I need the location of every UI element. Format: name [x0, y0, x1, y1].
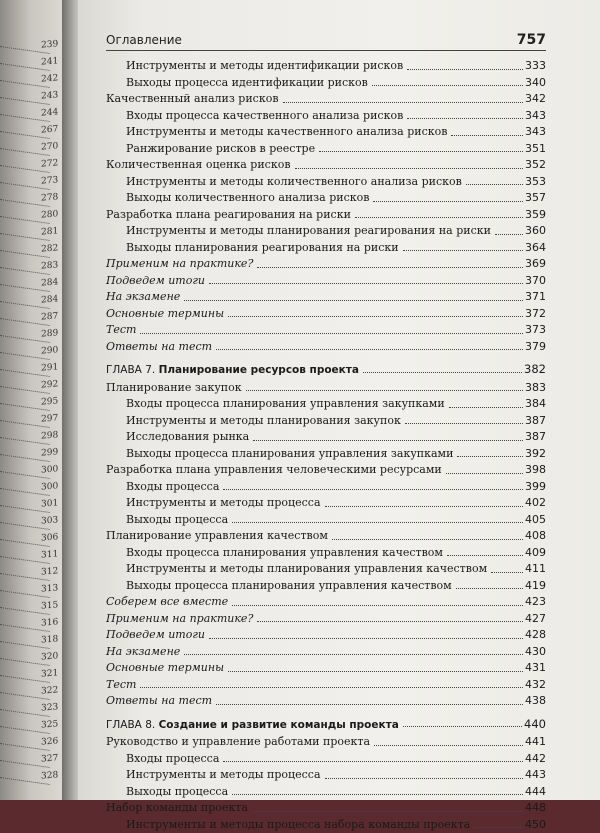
toc-entry-title: Ответы на тест: [106, 693, 214, 710]
left-page-number: 283: [41, 260, 58, 271]
toc-entry-title: Набор команды проекта: [106, 800, 250, 817]
left-page-number: 291: [41, 362, 58, 373]
leader-dots: [446, 473, 523, 474]
leader-dots: [252, 811, 523, 812]
leader-dots: [451, 135, 523, 136]
left-page-number: 300: [41, 464, 58, 475]
toc-entry-title: Разработка плана управления человеческими ресурсами: [106, 462, 444, 479]
toc-entry-title: На экзамене: [106, 644, 182, 661]
toc-entry-title: Выходы процесса: [126, 784, 230, 801]
toc-entry-page: 360: [525, 223, 546, 240]
toc-entry-page: 423: [525, 594, 546, 611]
left-page-number: 323: [41, 702, 58, 713]
toc-entry-page: 427: [525, 611, 546, 628]
left-page-number: 287: [41, 311, 58, 322]
left-page-number: 300: [41, 481, 58, 492]
toc-entry-page: 342: [525, 91, 546, 108]
toc-entry: [106, 273, 546, 290]
chapter-prefix: ГЛАВА 7.: [106, 364, 155, 376]
toc-entry-title: Ответы на тест: [106, 339, 214, 356]
leader-dots: [228, 316, 523, 317]
toc-entry-title: Исследования рынка: [126, 429, 251, 446]
toc-entry: [106, 446, 546, 463]
toc-entry-page: 430: [525, 644, 546, 661]
left-page-number: 241: [41, 56, 58, 67]
toc-entry: [106, 396, 546, 413]
toc-entry: [106, 734, 546, 751]
toc-entry-title: Тест: [106, 322, 138, 339]
page-number: 757: [517, 32, 546, 48]
toc-entry-page: 369: [525, 256, 546, 273]
leader-dots: [456, 588, 523, 589]
toc-entry: [106, 512, 546, 529]
toc-entry-page: 409: [525, 545, 546, 562]
leader-dots: [474, 827, 523, 828]
left-page-number: 272: [41, 158, 58, 169]
toc-entry-title: Планирование управления качеством: [106, 528, 330, 545]
toc-entry-title: На экзамене: [106, 289, 182, 306]
leader-dots: [232, 794, 523, 795]
toc-entry: [106, 413, 546, 430]
toc-entry-title: [106, 717, 401, 734]
leader-dots: [257, 621, 523, 622]
left-page-edge: [0, 0, 68, 800]
toc-entry-title: Входы процесса планирования управления качеством: [126, 545, 445, 562]
toc-entry-title: Инструменты и методы процесса: [126, 767, 323, 784]
toc-entry-title: Входы процесса планирования управления закупками: [126, 396, 447, 413]
leader-dots: [232, 605, 523, 606]
toc-entry: [106, 306, 546, 323]
leader-dots: [246, 390, 523, 391]
toc-entry-page: 444: [525, 784, 546, 801]
toc-entry-title: Инструменты и методы идентификации рисков: [126, 58, 405, 75]
toc-entry-title: Основные термины: [106, 660, 226, 677]
leader-dots: [447, 555, 523, 556]
leader-dots: [223, 761, 523, 762]
leader-dots: [232, 522, 523, 523]
left-page-number: 299: [41, 447, 58, 458]
toc-entry-title: Ранжирование рисков в реестре: [126, 141, 317, 158]
toc-entry: [106, 800, 546, 817]
leader-dots: [140, 333, 523, 334]
toc-entry: [106, 627, 546, 644]
toc-entry-title: Инструменты и методы планирования реагирования на риски: [126, 223, 493, 240]
toc-entry: [106, 157, 546, 174]
leader-dots: [283, 102, 523, 103]
toc-entry: [106, 767, 546, 784]
left-page-number: 282: [41, 243, 58, 254]
leader-dots: [253, 440, 523, 441]
toc-entry-title: Количественная оценка рисков: [106, 157, 293, 174]
leader-dots: [216, 704, 523, 705]
leader-dots: [140, 687, 523, 688]
leader-dots: [295, 168, 523, 169]
toc-entry: [106, 75, 546, 92]
toc-entry-page: 432: [525, 677, 546, 694]
left-page-number: 242: [41, 73, 58, 84]
toc-entry: [106, 817, 546, 833]
toc-entry: [106, 644, 546, 661]
toc-entry-page: 442: [525, 751, 546, 768]
leader-dots: [491, 572, 523, 573]
toc-entry-page: 419: [525, 578, 546, 595]
toc-entry: [106, 256, 546, 273]
toc-entry-page: 448: [525, 800, 546, 817]
left-page-number: 315: [41, 600, 58, 611]
toc-entry-page: 411: [525, 561, 546, 578]
left-page-number: 270: [41, 141, 58, 152]
toc-entry-title: Входы процесса: [126, 751, 221, 768]
toc-entry-title: Качественный анализ рисков: [106, 91, 281, 108]
toc-entry: [106, 545, 546, 562]
left-page-number: 280: [41, 209, 58, 220]
left-page-number: 267: [41, 124, 58, 135]
toc-entry: [106, 207, 546, 224]
left-page-number: 320: [41, 651, 58, 662]
leader-dots: [355, 217, 523, 218]
toc-entry: [106, 784, 546, 801]
toc-entry: [106, 561, 546, 578]
toc-entry: [106, 528, 546, 545]
toc-entry-title: Входы процесса: [126, 479, 221, 496]
toc-entry-page: 357: [525, 190, 546, 207]
left-page-number: 303: [41, 515, 58, 526]
toc-entry-page: 441: [525, 734, 546, 751]
toc-entry-page: 370: [525, 273, 546, 290]
toc-entry-page: 384: [525, 396, 546, 413]
toc-entry-title: Входы процесса качественного анализа рисков: [126, 108, 405, 125]
left-page-number: 278: [41, 192, 58, 203]
leader-dots: [325, 778, 523, 779]
leader-dots: [405, 423, 523, 424]
toc-entry-page: 405: [525, 512, 546, 529]
leader-dots: [216, 349, 523, 350]
toc-entry: [106, 339, 546, 356]
toc-entry-page: 343: [525, 108, 546, 125]
toc-entry-title: Инструменты и методы планирования управления качеством: [126, 561, 489, 578]
leader-dots: [407, 69, 523, 70]
toc-entry-page: 438: [525, 693, 546, 710]
toc-entry-page: 392: [525, 446, 546, 463]
chapter-prefix: ГЛАВА 8.: [106, 719, 155, 731]
toc-entry: [106, 108, 546, 125]
toc-entry-page: 359: [525, 207, 546, 224]
toc-entry: [106, 58, 546, 75]
chapter-title: Планирование ресурсов проекта: [159, 364, 359, 376]
leader-dots: [209, 283, 523, 284]
toc-entry-page: 340: [525, 75, 546, 92]
toc-entry-title: Основные термины: [106, 306, 226, 323]
toc-entry-title: Руководство и управление работами проекта: [106, 734, 372, 751]
left-page-number: 312: [41, 566, 58, 577]
leader-dots: [403, 726, 522, 727]
toc-entry: [106, 479, 546, 496]
left-page-number: 326: [41, 736, 58, 747]
toc-entry: [106, 380, 546, 397]
toc-entry-title: Планирование закупок: [106, 380, 244, 397]
left-page-number: 284: [41, 277, 58, 288]
toc-entry-title: Инструменты и методы качественного анализа рисков: [126, 124, 449, 141]
toc-entry-page: 398: [525, 462, 546, 479]
left-page-number: 295: [41, 396, 58, 407]
toc-entry-page: 428: [525, 627, 546, 644]
left-page-number: 311: [41, 549, 58, 560]
page-header: [106, 28, 546, 51]
toc-entry: [106, 124, 546, 141]
toc-entry-title: Выходы процесса планирования управления закупками: [126, 446, 455, 463]
left-page-number: 239: [41, 39, 58, 50]
toc-entry: [106, 495, 546, 512]
toc-entry-page: 379: [525, 339, 546, 356]
toc-entry: [106, 91, 546, 108]
toc-entry-page: 431: [525, 660, 546, 677]
toc-entry-page: 450: [525, 817, 546, 833]
toc-entry-title: Выходы процесса идентификации рисков: [126, 75, 370, 92]
section-title: Оглавление: [106, 33, 182, 47]
toc-entry-title: Разработка плана реагирования на риски: [106, 207, 353, 224]
leader-dots: [332, 539, 523, 540]
leader-dots: [457, 456, 523, 457]
left-page-number: 284: [41, 294, 58, 305]
left-page-number: 292: [41, 379, 58, 390]
toc-entry-title: Подведем итоги: [106, 273, 207, 290]
leader-dots: [495, 234, 523, 235]
left-page-number: 301: [41, 498, 58, 509]
leader-dots: [319, 151, 523, 152]
toc-entry-title: Выходы планирования реагирования на риски: [126, 240, 401, 257]
toc-entry-page: 387: [525, 429, 546, 446]
toc-entry-page: 372: [525, 306, 546, 323]
toc-entry-title: Выходы процесса планирования управления качеством: [126, 578, 454, 595]
chapter-title: Создание и развитие команды проекта: [159, 719, 399, 731]
left-page-number: 298: [41, 430, 58, 441]
toc-entry: [106, 693, 546, 710]
book-page: [78, 0, 600, 800]
toc-entry-page: 399: [525, 479, 546, 496]
leader-dots: [466, 184, 523, 185]
left-page-number: 327: [41, 753, 58, 764]
table-of-contents: [106, 58, 546, 833]
toc-entry-title: Применим на практике?: [106, 256, 255, 273]
toc-entry-title: Соберем все вместе: [106, 594, 230, 611]
toc-entry-page: 343: [525, 124, 546, 141]
toc-entry-title: Выходы процесса: [126, 512, 230, 529]
toc-entry-title: Инструменты и методы количественного анализа рисков: [126, 174, 464, 191]
left-page-number: 289: [41, 328, 58, 339]
leader-dots: [228, 671, 523, 672]
toc-entry-title: Тест: [106, 677, 138, 694]
left-page-number: 325: [41, 719, 58, 730]
left-page-number: 322: [41, 685, 58, 696]
left-page-number: 281: [41, 226, 58, 237]
toc-entry: [106, 751, 546, 768]
leader-dots: [257, 267, 523, 268]
leader-dots: [223, 489, 523, 490]
toc-entry: [106, 611, 546, 628]
toc-entry: [106, 174, 546, 191]
leader-dots: [184, 300, 523, 301]
left-page-number: 328: [41, 770, 58, 781]
toc-chapter: [106, 361, 546, 378]
toc-entry: [106, 429, 546, 446]
toc-chapter: [106, 716, 546, 733]
left-page-number: 243: [41, 90, 58, 101]
toc-entry-page: 408: [525, 528, 546, 545]
toc-entry-page: 382: [524, 361, 546, 378]
left-page-number: 273: [41, 175, 58, 186]
leader-dots: [363, 372, 522, 373]
leader-dots: [407, 118, 523, 119]
toc-entry-title: [106, 362, 361, 379]
left-page-number: 313: [41, 583, 58, 594]
toc-entry-title: Инструменты и методы планирования закупок: [126, 413, 403, 430]
toc-entry-title: Выходы количественного анализа рисков: [126, 190, 371, 207]
left-page-number: 244: [41, 107, 58, 118]
toc-entry: [106, 141, 546, 158]
leader-dots: [403, 250, 523, 251]
left-page-number: 297: [41, 413, 58, 424]
toc-entry-page: 387: [525, 413, 546, 430]
left-page-number: 316: [41, 617, 58, 628]
toc-entry: [106, 322, 546, 339]
toc-entry-page: 351: [525, 141, 546, 158]
toc-entry-page: 440: [524, 716, 546, 733]
toc-entry: [106, 660, 546, 677]
left-page-number: 321: [41, 668, 58, 679]
toc-entry-title: Инструменты и методы процесса: [126, 495, 323, 512]
toc-entry-page: 364: [525, 240, 546, 257]
toc-entry-page: 402: [525, 495, 546, 512]
toc-entry-page: 383: [525, 380, 546, 397]
toc-entry-page: 373: [525, 322, 546, 339]
leader-dots: [325, 506, 523, 507]
toc-entry-page: 352: [525, 157, 546, 174]
toc-entry: [106, 223, 546, 240]
toc-entry-title: Подведем итоги: [106, 627, 207, 644]
left-page-number: 306: [41, 532, 58, 543]
toc-entry: [106, 289, 546, 306]
toc-entry-page: 353: [525, 174, 546, 191]
toc-entry-page: 443: [525, 767, 546, 784]
toc-entry: [106, 462, 546, 479]
leader-dots: [184, 654, 523, 655]
toc-entry-page: 371: [525, 289, 546, 306]
toc-entry: [106, 677, 546, 694]
leader-dots: [374, 745, 523, 746]
toc-entry: [106, 240, 546, 257]
left-page-number: 290: [41, 345, 58, 356]
leader-dots: [373, 201, 523, 202]
toc-entry-title: Инструменты и методы процесса набора команды проекта: [126, 817, 472, 833]
toc-entry-title: Применим на практике?: [106, 611, 255, 628]
left-page-number: 318: [41, 634, 58, 645]
toc-entry: [106, 578, 546, 595]
toc-entry-page: 333: [525, 58, 546, 75]
leader-dots: [372, 85, 523, 86]
leader-dots: [209, 638, 523, 639]
toc-entry: [106, 190, 546, 207]
toc-entry: [106, 594, 546, 611]
leader-dots: [449, 407, 523, 408]
